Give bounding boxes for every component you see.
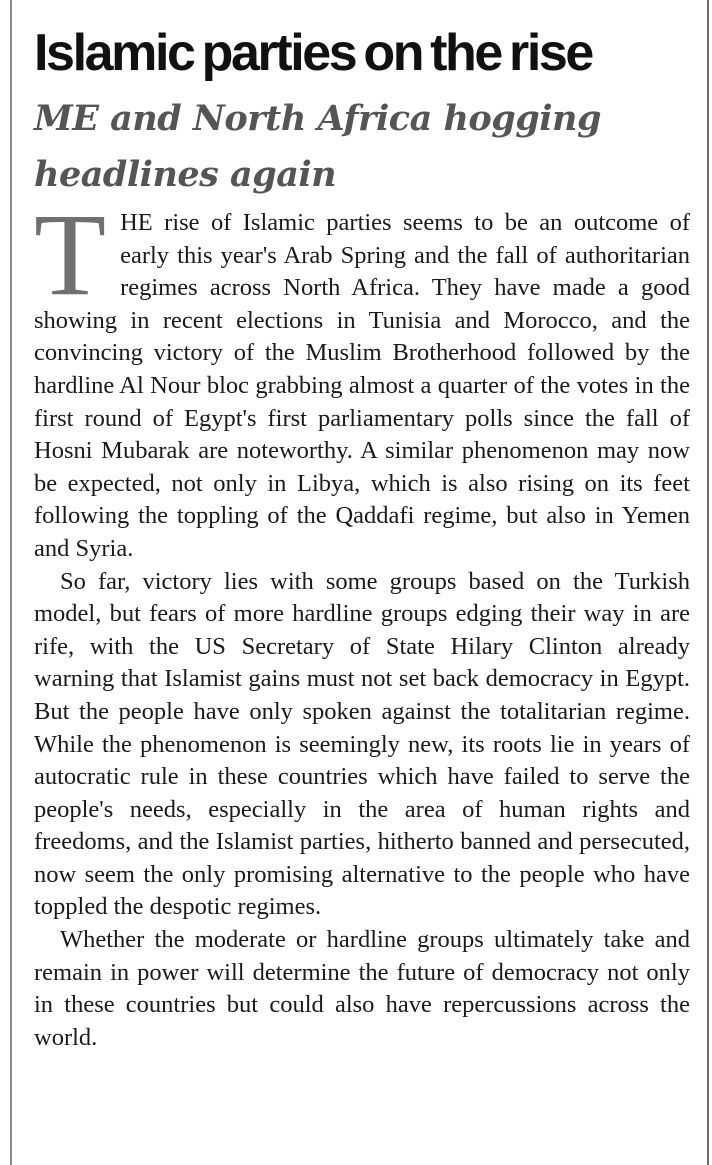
article — [34, 18, 690, 1054]
right-column-rule — [707, 0, 709, 1165]
drop-cap: T — [34, 189, 107, 320]
paragraph-1-text: HE rise of Islamic parties seems to be an outcome of early this year's Arab Spring and the fall of authoritarian regimes across North Africa. They have made a good showing in recent elections in Tunisia and Morocco, and the convincing victory of the Muslim Brotherhood followed by the hardline Al Nour bloc grabbing almost a quarter of the votes in the first round of Egypt's first parliamentary polls since the fall of Hosni Mubarak are noteworthy. A similar phenomenon may now be expected, not only in Libya, which is also rising on its feet following the toppling of the Qaddafi regime, but also in Yemen and Syria. — [34, 209, 690, 562]
paragraph-2: So far, victory lies with some groups based on the Turkish model, but fears of more hardline groups edging their way in are rife, with the US Secretary of State Hilary Clinton already warning that Islamist gains must not set back democracy in Egypt. But the people have only spoken against the totalitarian regime. While the phenomenon is seemingly new, its roots lie in years of autocratic rule in these countries which have failed to serve the people's needs, especially in the area of human rights and freedoms, and the Islamist parties, hitherto banned and persecuted, now seem the only promising alternative to the people who have toppled the despotic regimes. — [34, 567, 690, 921]
subheadline: ME and North Africa hogging headlines again — [34, 98, 601, 195]
left-column-rule — [10, 0, 12, 1165]
article-body — [34, 189, 690, 1054]
headline: Islamic parties on the rise — [34, 24, 592, 82]
paragraph-3: Whether the moderate or hardline groups ultimately take and remain in power will determine the future of democracy not only in these countries but could also have repercussions across the world. — [34, 926, 690, 1051]
paragraph-1 — [34, 189, 690, 566]
